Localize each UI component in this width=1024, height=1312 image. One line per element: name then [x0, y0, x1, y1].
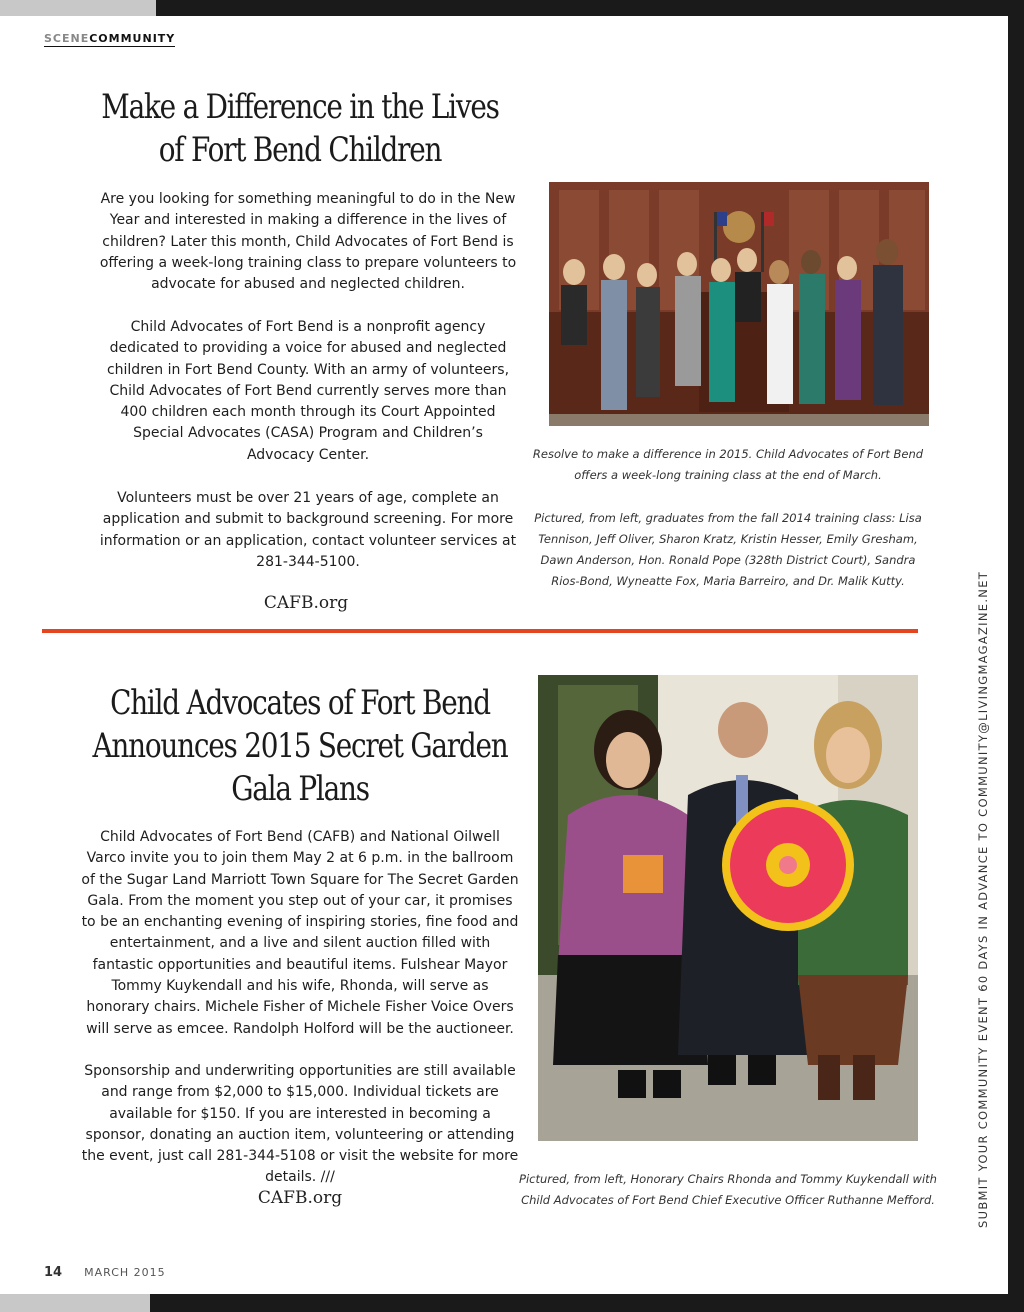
frame-top-dark — [156, 0, 1024, 16]
article1-url-link[interactable]: CAFB.org — [263, 593, 349, 613]
page-folio — [44, 1265, 166, 1280]
section-label-scene: SCENE — [44, 32, 90, 45]
page-number: 14 — [44, 1265, 63, 1280]
article1-headline-line: Make a Difference in the Lives — [101, 87, 499, 127]
issue-date: MARCH 2015 — [84, 1266, 166, 1279]
article2-headline-line: Announces 2015 Secret Garden — [92, 726, 508, 766]
section-label — [44, 32, 175, 47]
article1-paragraph: Are you looking for something meaningful to do in the New Year and interested in making a difference in the lives of children? Later this month, Child Advocates of Fort Bend is offering a week-long training class to prepare volunteers to advocate for abused and neglected children. — [99, 191, 517, 293]
article2-paragraph: Sponsorship and underwriting opportunities are still available and range from $2,000 to $15,000. Individual tickets are available for $150. If you are interested in becoming a sponsor, donating an auction item, volunteering or attending the event, just call 281-344-5108 or visit the website for more details. /// — [81, 1063, 519, 1186]
section-label-community: COMMUNITY — [89, 32, 176, 45]
frame-top-gray — [0, 0, 156, 16]
article2-headline — [87, 682, 513, 811]
frame-bottom-gray — [0, 1294, 150, 1312]
honorary-chairs-photo — [538, 675, 918, 1141]
article2-photo-caption: Pictured, from left, Honorary Chairs Rhonda and Tommy Kuykendall with Child Advocates of Fort Bend Chief Executive Officer Ruthanne Mefford. — [519, 1172, 937, 1207]
article1-paragraph: Child Advocates of Fort Bend is a nonprofit agency dedicated to providing a voice for abused and neglected children in Fort Bend County. With an army of volunteers, Child Advocates of Fort Bend currently serves more than 400 children each month through its Court Appointed Special Advocates (CASA) Program and Children’s Advocacy Center. — [106, 319, 510, 463]
section-divider — [42, 629, 918, 633]
article2-headline-line: Child Advocates of Fort Bend — [110, 683, 490, 723]
article1-headline — [87, 86, 513, 172]
article1-paragraph: Volunteers must be over 21 years of age, complete an application and submit to background screening. For more information or an application, contact volunteer services at 281-344-5100. — [99, 490, 517, 570]
article2-url-link[interactable]: CAFB.org — [257, 1188, 343, 1208]
article1-photo-caption: Resolve to make a difference in 2015. Child Advocates of Fort Bend offers a week-long training class at the end of March. — [532, 447, 924, 482]
frame-bottom-dark — [150, 1294, 1024, 1312]
article2-paragraph: Child Advocates of Fort Bend (CAFB) and National Oilwell Varco invite you to join them May 2 at 6 p.m. in the ballroom of the Sugar Land Marriott Town Square for The Secret Garden Gala. From the moment you step out of your car, it promises to be an enchanting evening of inspiring stories, fine food and entertainment, and a live and silent auction filled with fantastic opportunities and beautiful items. Fulshear Mayor Tommy Kuykendall and his wife, Rhonda, will serve as honorary chairs. Michele Fisher of Michele Fisher Voice Overs will serve as emcee. Randolph Holford will be the auctioneer. — [81, 829, 519, 1037]
article1-photo-credit: Pictured, from left, graduates from the fall 2014 training class: Lisa Tennison, Jeff Oliver, Sharon Kratz, Kristin Hesser, Emily Gresham, Dawn Anderson, Hon. Ronald Pope (328th District Court), Sandra Rios-Bond, Wyneatte Fox, Maria Barreiro, and Dr. Malik Kutty. — [534, 511, 922, 588]
article1-headline-line: of Fort Bend Children — [158, 130, 442, 170]
courtroom-group-photo — [549, 182, 929, 426]
frame-right-dark — [1008, 0, 1024, 1312]
submission-notice: SUBMIT YOUR COMMUNITY EVENT 60 DAYS IN ADVANCE TO COMMUNITY@LIVINGMAGAZINE.NET — [976, 570, 990, 1228]
article2-headline-line: Gala Plans — [231, 769, 369, 809]
